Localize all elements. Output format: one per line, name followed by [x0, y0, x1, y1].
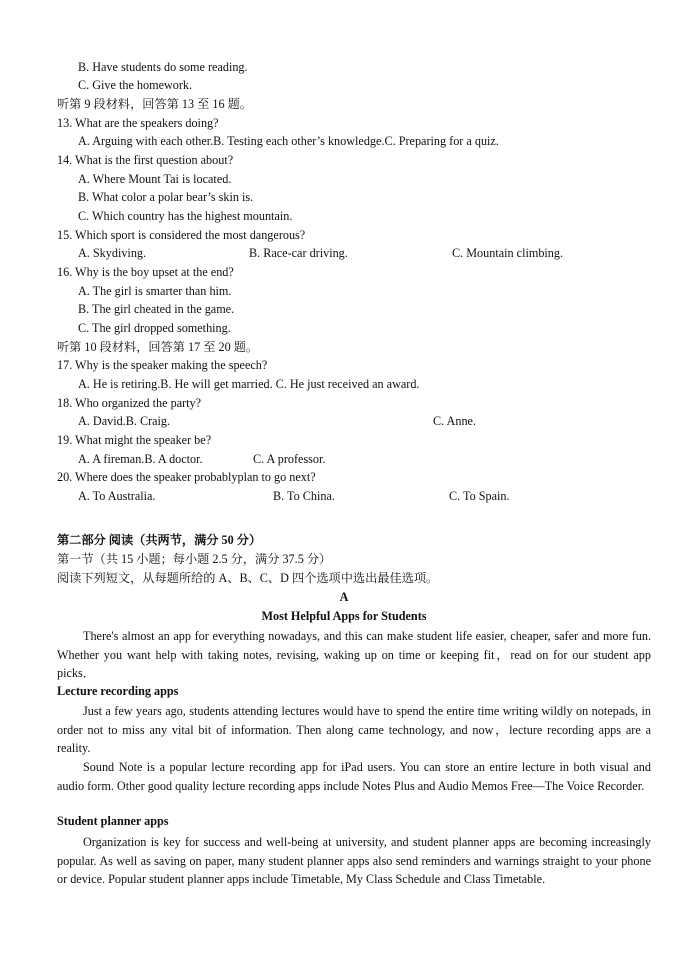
q16-option-b: B. The girl cheated in the game.: [78, 302, 235, 316]
planner-paragraph-text: Organization is key for success and well-being at university, and student planner apps are becoming increasingly popular. As well as saving on paper, many student planner apps also send reminders and warnings straight to your phone or device. Popular student planner apps include Timetable, My Class Schedule and Class Timetable.: [57, 835, 651, 887]
student-planner-heading: Student planner apps: [57, 814, 169, 828]
q20-stem: 20. Where does the speaker probablyplan to go next?: [57, 470, 316, 484]
q14-option-c: C. Which country has the highest mountain.: [78, 209, 293, 223]
q17-stem: 17. Why is the speaker making the speech?: [57, 358, 268, 372]
intro-text: There's almost an app for everything nowadays, and this can make student life easier, cheaper, safer and more fun. Whether you want help with taking notes, revising, waking up on time or keeping fit，read on for our student app picks．: [57, 629, 651, 681]
q16-stem: 16. Why is the boy upset at the end?: [57, 265, 234, 279]
lecture-paragraph-2: [57, 758, 651, 795]
q13-options: A. Arguing with each other.B. Testing each other’s knowledge.C. Preparing for a quiz.: [78, 134, 499, 148]
lecture-paragraph-1-text: Just a few years ago, students attending lectures would have to spend the entire time writing wildly on notepads, in order not to miss any vital bit of information. Then along came technology, and now，lecture recording apps are a reality.: [57, 704, 651, 756]
q16-option-c: C. The girl dropped something.: [78, 321, 231, 335]
q14-option-a: A. Where Mount Tai is located.: [78, 172, 232, 186]
q20-option-a: A. To Australia.: [78, 489, 156, 503]
q13-stem: 13. What are the speakers doing?: [57, 116, 219, 130]
intro-paragraph: [57, 627, 651, 683]
q19-stem: 19. What might the speaker be?: [57, 433, 212, 447]
q17-options: A. He is retiring.B. He will get married. C. He just received an award.: [78, 377, 420, 391]
q16-option-a: A. The girl is smarter than him.: [78, 284, 232, 298]
lecture-paragraph-1: [57, 702, 651, 758]
q15-stem: 15. Which sport is considered the most dangerous?: [57, 228, 306, 242]
reading-instruction: 阅读下列短文，从每题所给的 A、B、C、D 四个选项中选出最佳选项。: [57, 571, 439, 585]
section-9-instruction: 听第 9 段材料，回答第 13 至 16 题。: [57, 97, 252, 111]
lecture-paragraph-2-text: Sound Note is a popular lecture recording app for iPad users. You can store an entire lecture in both visual and audio form. Other good quality lecture recording apps include Notes Plus and Audio Memos Free—The Voice Recorder.: [57, 760, 651, 793]
q19-option-c: C. A professor.: [253, 452, 326, 466]
q18-option-c: C. Anne.: [433, 414, 476, 428]
q14-option-b: B. What color a polar bear’s skin is.: [78, 190, 254, 204]
q18-stem: 18. Who organized the party?: [57, 396, 202, 410]
q18-options-ab: A. David.B. Craig.: [78, 414, 171, 428]
q15-option-c: C. Mountain climbing.: [452, 246, 564, 260]
section-one-heading: 第一节（共 15 小题；每小题 2.5 分，满分 37.5 分）: [57, 552, 332, 566]
planner-paragraph: [57, 833, 651, 889]
q12-option-c: C. Give the homework.: [78, 78, 193, 92]
lecture-recording-heading: Lecture recording apps: [57, 684, 179, 698]
passage-title: Most Helpful Apps for Students: [261, 609, 427, 623]
q20-option-c: C. To Spain.: [449, 489, 510, 503]
part-two-heading: 第二部分 阅读（共两节，满分 50 分）: [57, 533, 262, 547]
section-10-instruction: 听第 10 段材料，回答第 17 至 20 题。: [57, 340, 259, 354]
q12-option-b: B. Have students do some reading.: [78, 60, 248, 74]
q20-option-b: B. To China.: [273, 489, 335, 503]
q15-option-b: B. Race-car driving.: [249, 246, 348, 260]
q14-stem: 14. What is the first question about?: [57, 153, 234, 167]
q15-option-a: A. Skydiving.: [78, 246, 147, 260]
passage-letter: A: [339, 590, 349, 604]
q19-options-ab: A. A fireman.B. A doctor.: [78, 452, 203, 466]
